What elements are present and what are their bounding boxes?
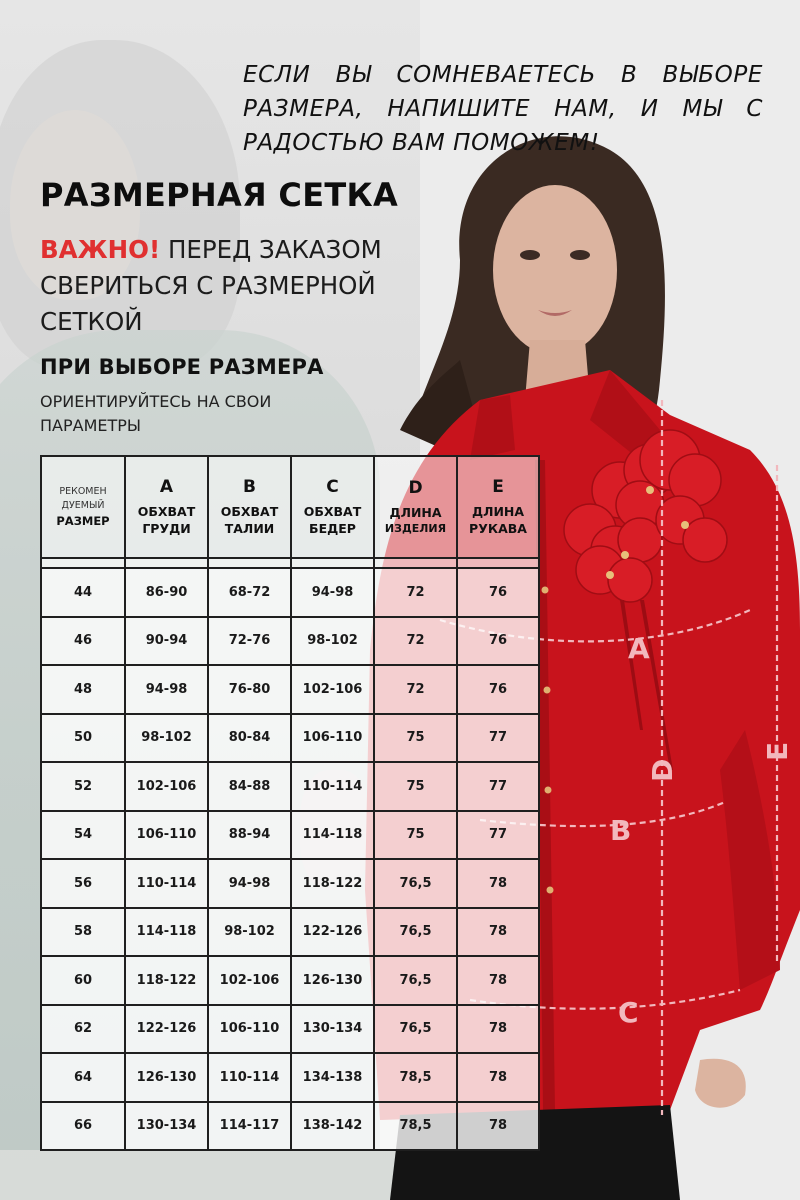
header-waist-letter: B <box>243 477 256 497</box>
measure-e-label: E <box>761 741 794 761</box>
table-row <box>41 859 539 908</box>
measure-d-label: D <box>646 758 679 782</box>
cell-chest: 130-134 <box>125 1102 208 1151</box>
cell-chest: 114-118 <box>125 908 208 957</box>
cell-waist: 72-76 <box>208 617 291 666</box>
header-hips-line1: ОБХВАТ <box>303 504 362 519</box>
cell-length: 78,5 <box>374 1053 457 1102</box>
table-row <box>41 811 539 860</box>
cell-waist: 94-98 <box>208 859 291 908</box>
help-notice: ЕСЛИ ВЫ СОМНЕВАЕТЕСЬ В ВЫБОРЕ РАЗМЕРА, НАПИШИТЕ НАМ, И МЫ С РАДОСТЬЮ ВАМ ПОМОЖЕМ! <box>243 62 763 156</box>
cell-chest: 106-110 <box>125 811 208 860</box>
header-length-line2: ИЗДЕЛИЯ <box>384 521 447 535</box>
cell-length: 76,5 <box>374 1005 457 1054</box>
cell-sleeve: 77 <box>457 714 539 763</box>
cell-waist: 76-80 <box>208 665 291 714</box>
cell-chest: 118-122 <box>125 956 208 1005</box>
header-length <box>374 456 457 558</box>
header-rec-line2: ДУЕМЫЙ <box>61 500 105 511</box>
cell-size: 58 <box>41 908 125 957</box>
cell-chest: 90-94 <box>125 617 208 666</box>
page-title: РАЗМЕРНАЯ СЕТКА <box>40 176 399 214</box>
cell-sleeve: 77 <box>457 811 539 860</box>
cell-waist: 102-106 <box>208 956 291 1005</box>
cell-sleeve: 78 <box>457 956 539 1005</box>
cell-length: 72 <box>374 665 457 714</box>
cell-size: 60 <box>41 956 125 1005</box>
cell-sleeve: 78 <box>457 1053 539 1102</box>
header-rec-line3: РАЗМЕР <box>56 514 110 528</box>
cell-chest: 94-98 <box>125 665 208 714</box>
important-notice <box>40 232 400 340</box>
header-sleeve-letter: E <box>492 477 504 497</box>
measure-c-label: C <box>618 996 639 1029</box>
cell-chest: 86-90 <box>125 568 208 617</box>
important-label: ВАЖНО! <box>40 235 161 264</box>
cell-chest: 122-126 <box>125 1005 208 1054</box>
cell-hips: 102-106 <box>291 665 374 714</box>
header-chest-line2: ГРУДИ <box>142 521 191 536</box>
cell-length: 75 <box>374 714 457 763</box>
measure-b-label: B <box>610 814 632 847</box>
cell-length: 72 <box>374 617 457 666</box>
cell-sleeve: 76 <box>457 617 539 666</box>
cell-size: 64 <box>41 1053 125 1102</box>
cell-length: 76,5 <box>374 956 457 1005</box>
cell-size: 52 <box>41 762 125 811</box>
cell-size: 44 <box>41 568 125 617</box>
header-chest-line1: ОБХВАТ <box>137 504 196 519</box>
table-row <box>41 956 539 1005</box>
cell-waist: 110-114 <box>208 1053 291 1102</box>
header-chest-letter: A <box>159 477 174 497</box>
measure-a-label: A <box>628 632 650 665</box>
header-sleeve <box>457 456 539 558</box>
cell-waist: 106-110 <box>208 1005 291 1054</box>
cell-waist: 114-117 <box>208 1102 291 1151</box>
header-chest <box>125 456 208 558</box>
cell-sleeve: 77 <box>457 762 539 811</box>
header-gap-row <box>41 558 539 568</box>
cell-length: 75 <box>374 762 457 811</box>
table-row <box>41 665 539 714</box>
table-header-row <box>41 456 539 558</box>
header-hips-line2: БЕДЕР <box>309 521 356 536</box>
cell-sleeve: 78 <box>457 908 539 957</box>
cell-chest: 102-106 <box>125 762 208 811</box>
cell-sleeve: 78 <box>457 1102 539 1151</box>
cell-length: 76,5 <box>374 859 457 908</box>
table-row <box>41 714 539 763</box>
header-recommended-size <box>41 456 125 558</box>
table-row <box>41 762 539 811</box>
cell-sleeve: 78 <box>457 1005 539 1054</box>
header-hips <box>291 456 374 558</box>
cell-chest: 126-130 <box>125 1053 208 1102</box>
table-row <box>41 568 539 617</box>
cell-sleeve: 76 <box>457 665 539 714</box>
choose-size-title: ПРИ ВЫБОРЕ РАЗМЕРА <box>40 355 324 379</box>
table-row <box>41 1102 539 1151</box>
cell-chest: 110-114 <box>125 859 208 908</box>
header-sleeve-line1: ДЛИНА <box>471 504 525 519</box>
cell-size: 62 <box>41 1005 125 1054</box>
size-chart-table <box>40 455 540 1151</box>
header-waist-line1: ОБХВАТ <box>220 504 279 519</box>
cell-sleeve: 76 <box>457 568 539 617</box>
table-row <box>41 617 539 666</box>
cell-hips: 94-98 <box>291 568 374 617</box>
table-row <box>41 1005 539 1054</box>
cell-size: 50 <box>41 714 125 763</box>
header-waist <box>208 456 291 558</box>
cell-hips: 122-126 <box>291 908 374 957</box>
cell-length: 75 <box>374 811 457 860</box>
cell-size: 66 <box>41 1102 125 1151</box>
cell-hips: 114-118 <box>291 811 374 860</box>
cell-length: 76,5 <box>374 908 457 957</box>
cell-waist: 68-72 <box>208 568 291 617</box>
header-sleeve-line2: РУКАВА <box>469 521 527 536</box>
header-rec-line1: РЕКОМЕН <box>59 486 107 497</box>
cell-sleeve: 78 <box>457 859 539 908</box>
header-hips-letter: C <box>326 477 339 497</box>
cell-length: 72 <box>374 568 457 617</box>
cell-size: 56 <box>41 859 125 908</box>
cell-size: 54 <box>41 811 125 860</box>
header-length-letter: D <box>408 477 423 498</box>
cell-waist: 84-88 <box>208 762 291 811</box>
table-row <box>41 1053 539 1102</box>
cell-hips: 130-134 <box>291 1005 374 1054</box>
cell-waist: 98-102 <box>208 908 291 957</box>
choose-size-subtitle: ОРИЕНТИРУЙТЕСЬ НА СВОИ ПАРАМЕТРЫ <box>40 392 272 435</box>
cell-hips: 138-142 <box>291 1102 374 1151</box>
cell-hips: 98-102 <box>291 617 374 666</box>
important-text: ПЕРЕД ЗАКАЗОМ СВЕРИТЬСЯ С РАЗМЕРНОЙ СЕТКОЙ <box>40 235 382 336</box>
cell-waist: 88-94 <box>208 811 291 860</box>
header-length-line1: ДЛИНА <box>389 504 442 520</box>
cell-waist: 80-84 <box>208 714 291 763</box>
cell-hips: 118-122 <box>291 859 374 908</box>
cell-size: 48 <box>41 665 125 714</box>
cell-size: 46 <box>41 617 125 666</box>
cell-chest: 98-102 <box>125 714 208 763</box>
header-waist-line2: ТАЛИИ <box>224 521 275 536</box>
cell-hips: 110-114 <box>291 762 374 811</box>
cell-hips: 126-130 <box>291 956 374 1005</box>
cell-length: 78,5 <box>374 1102 457 1151</box>
cell-hips: 106-110 <box>291 714 374 763</box>
table-row <box>41 908 539 957</box>
cell-hips: 134-138 <box>291 1053 374 1102</box>
